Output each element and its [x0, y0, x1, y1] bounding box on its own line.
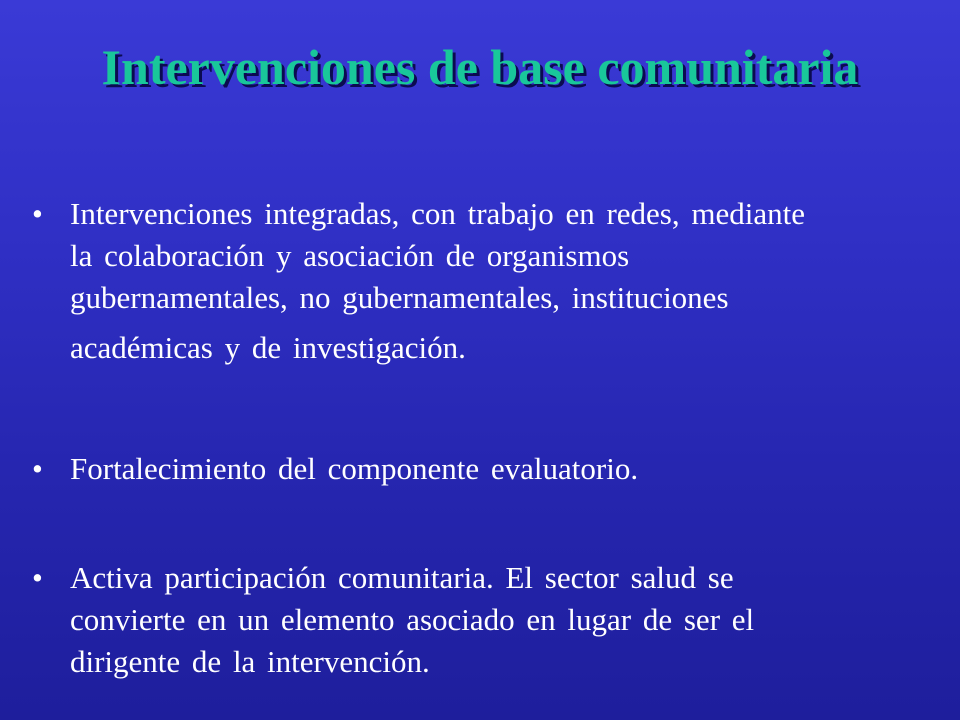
- slide-title: Intervenciones de base comunitaria: [101, 39, 859, 95]
- bullet-text: [70, 448, 912, 490]
- bullet-line: Activa participación comunitaria. El sector salud se: [70, 560, 734, 595]
- bullet-line: dirigente de la intervención.: [70, 644, 430, 679]
- bullet-icon: •: [32, 196, 43, 231]
- bullet-item-evaluation: [32, 448, 912, 490]
- bullet-item-integrated-interventions: [32, 193, 912, 369]
- bullet-line: académicas y de investigación.: [70, 330, 466, 365]
- bullet-item-community-participation: [32, 557, 912, 683]
- bullet-line: convierte en un elemento asociado en lugar de ser el: [70, 602, 755, 637]
- bullet-icon: •: [32, 451, 43, 486]
- bullet-text: [70, 193, 912, 369]
- bullet-line: la colaboración y asociación de organismos: [70, 238, 630, 273]
- bullet-line: Intervenciones integradas, con trabajo en redes, mediante: [70, 196, 805, 231]
- bullet-text: [70, 557, 912, 683]
- bullet-icon: •: [32, 560, 43, 595]
- bullet-line: gubernamentales, no gubernamentales, instituciones: [70, 280, 729, 315]
- bullet-line: Fortalecimiento del componente evaluatorio.: [70, 451, 639, 486]
